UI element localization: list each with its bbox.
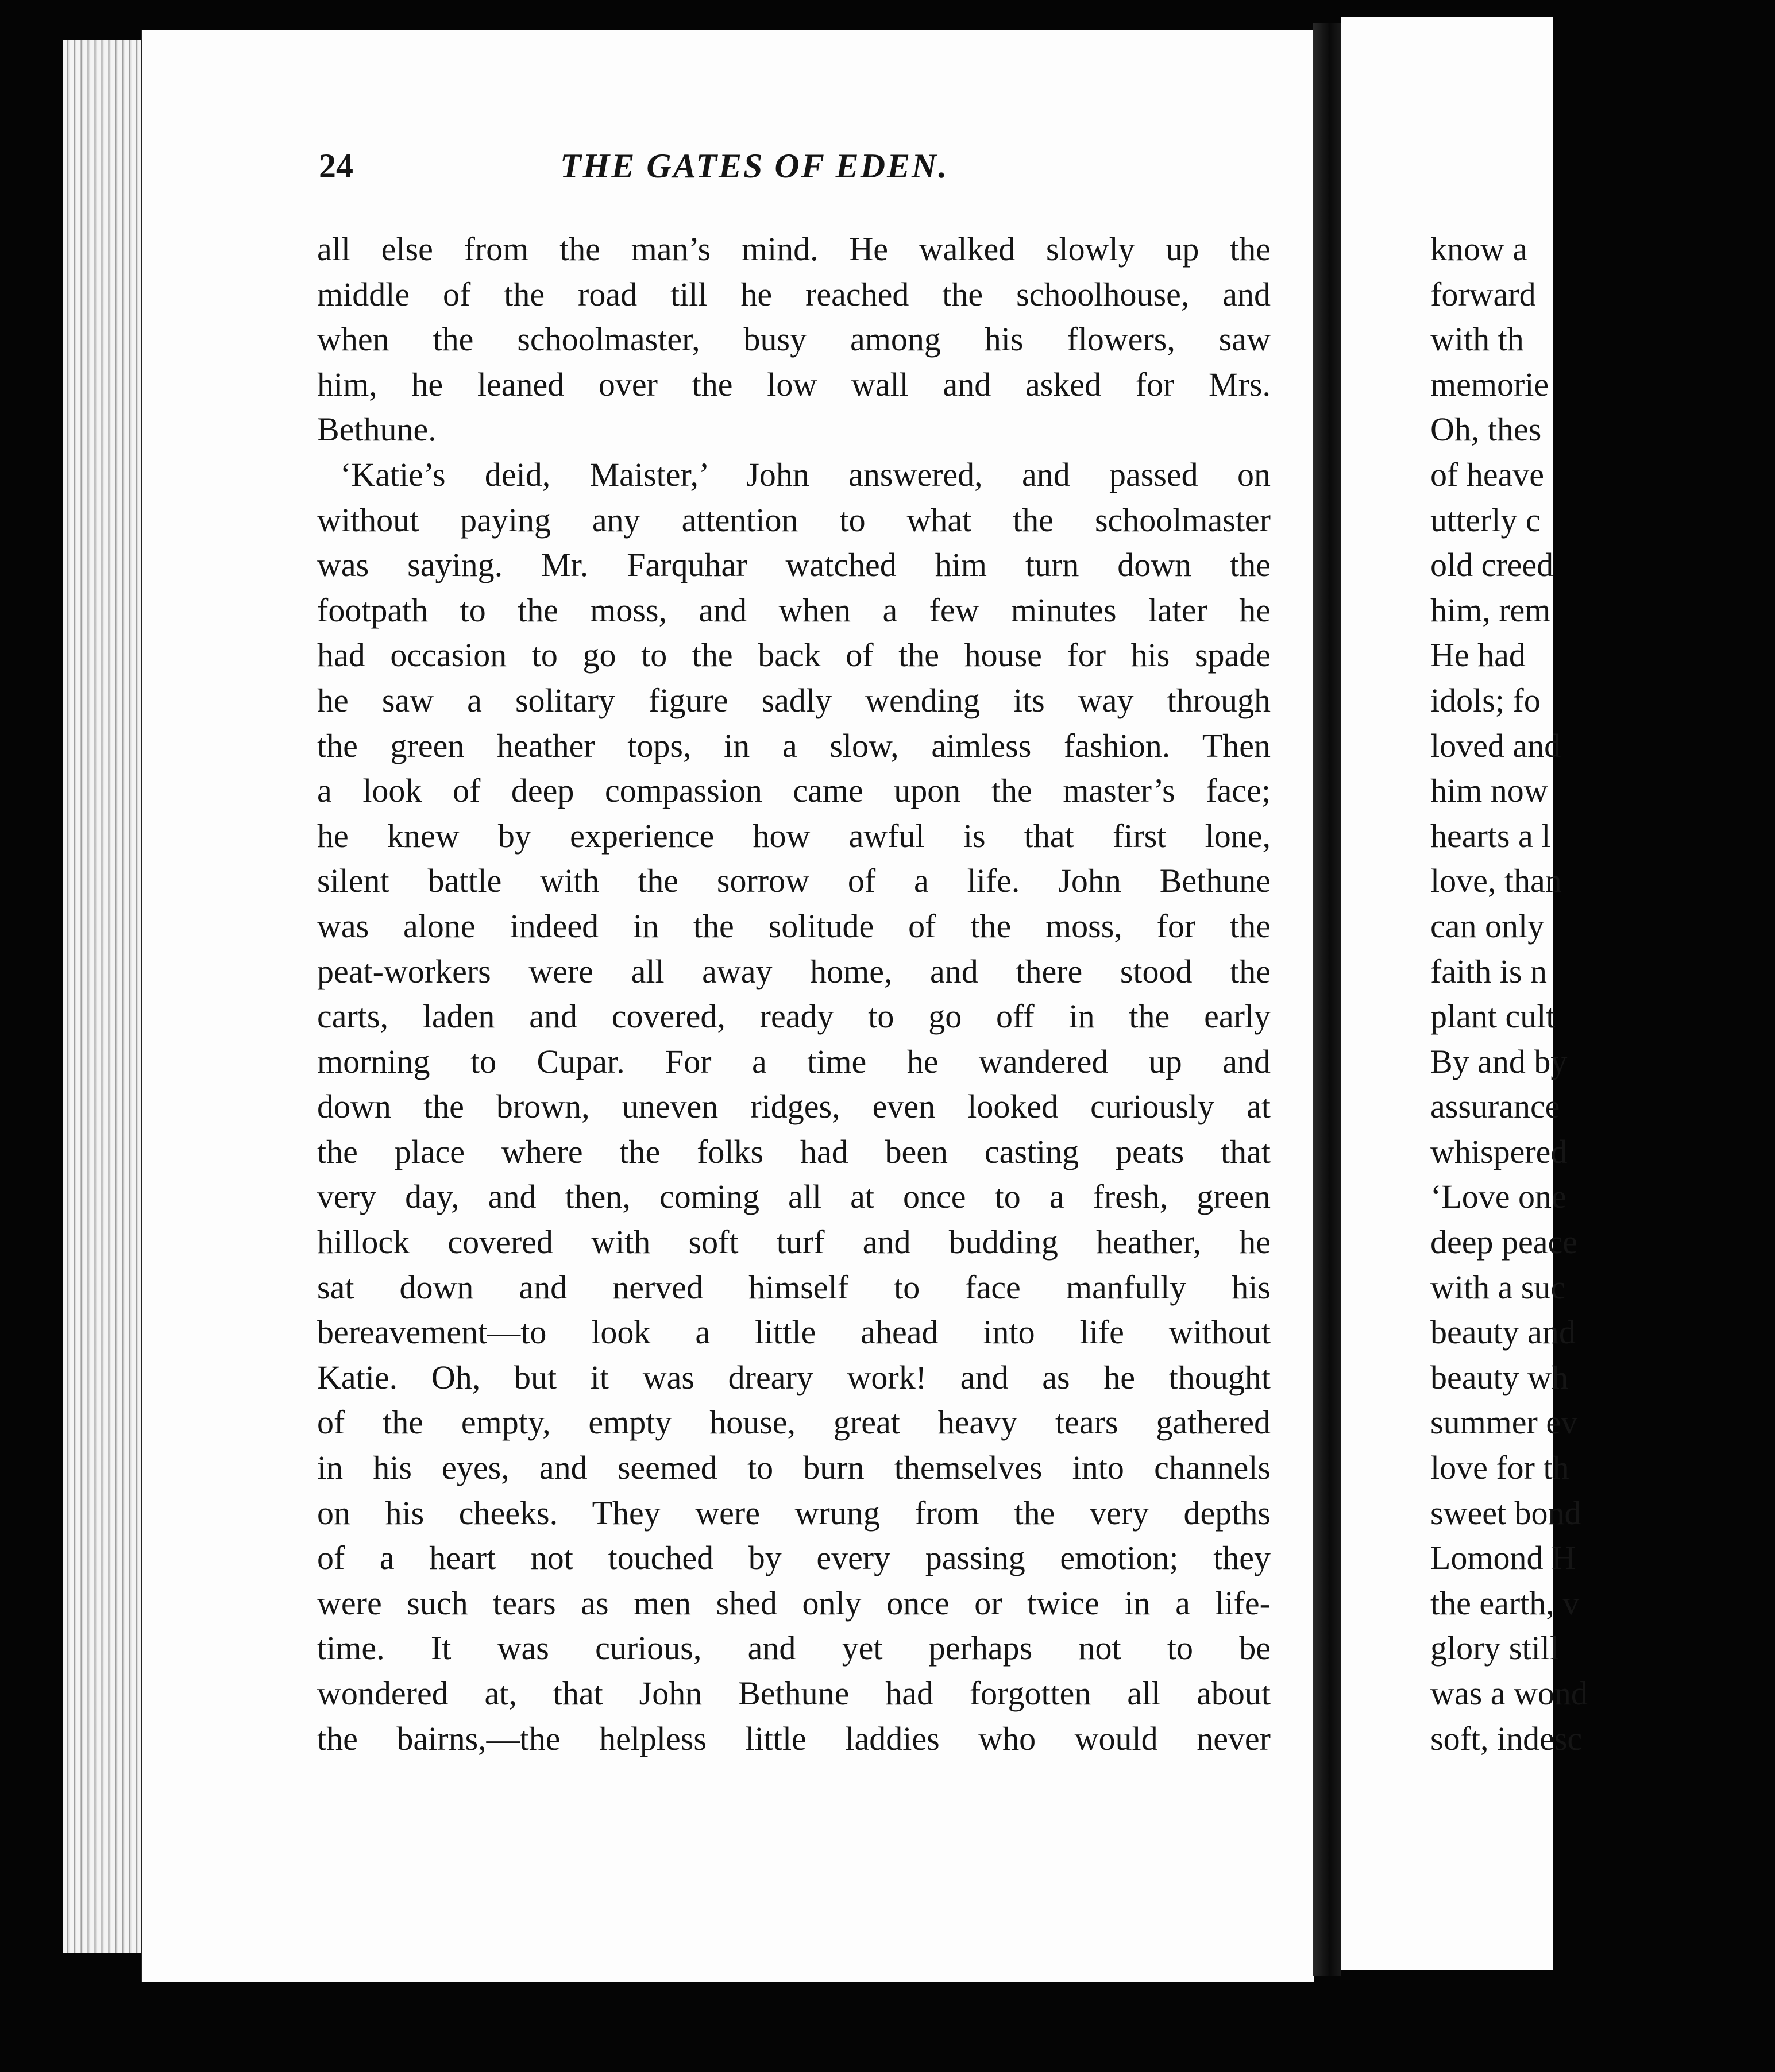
right-text-line: deep peace — [1430, 1223, 1577, 1261]
text-line: was saying. Mr. Farquhar watched him turn down the — [317, 546, 1271, 584]
right-text-line: of heave — [1430, 455, 1545, 493]
text-line: in his eyes, and seemed to burn themselves into channels — [317, 1449, 1271, 1487]
page-edge-stack — [63, 40, 149, 1953]
text-line: very day, and then, coming all at once to a fresh, green — [317, 1178, 1271, 1216]
right-page-text — [1430, 227, 1775, 1761]
text-line: was alone indeed in the solitude of the moss, for the — [317, 907, 1271, 945]
right-text-line: assurance — [1430, 1088, 1560, 1126]
right-text-line: love for th — [1430, 1449, 1569, 1487]
text-line: on his cheeks. They were wrung from the very depths — [317, 1494, 1271, 1532]
text-line: bereavement—to look a little ahead into life without — [317, 1313, 1271, 1351]
text-line: Bethune. — [317, 411, 437, 449]
text-line: peat-workers were all away home, and there stood the — [317, 952, 1271, 990]
text-line: him, he leaned over the low wall and asked for Mrs. — [317, 365, 1271, 403]
right-text-line: faith is n — [1430, 952, 1547, 990]
text-line: down the brown, uneven ridges, even looked curiously at — [317, 1088, 1271, 1126]
text-line: middle of the road till he reached the schoolhouse, and — [317, 275, 1271, 313]
text-line: silent battle with the sorrow of a life. John Bethune — [317, 862, 1271, 900]
page-number: 24 — [319, 147, 353, 185]
text-line: the place where the folks had been casting peats that — [317, 1132, 1271, 1170]
text-line: he saw a solitary figure sadly wending its way through — [317, 681, 1271, 719]
right-text-line: with a suc — [1430, 1268, 1566, 1306]
text-line: he knew by experience how awful is that first lone, — [317, 817, 1271, 855]
right-text-line: with th — [1430, 320, 1524, 358]
text-line: of a heart not touched by every passing emotion; they — [317, 1539, 1271, 1577]
text-line: when the schoolmaster, busy among his flowers, saw — [317, 320, 1271, 358]
text-line: morning to Cupar. For a time he wandered up and — [317, 1042, 1271, 1080]
text-line: time. It was curious, and yet perhaps not to be — [317, 1629, 1271, 1667]
right-text-line: whispered — [1430, 1132, 1568, 1170]
right-text-line: love, than — [1430, 862, 1562, 900]
running-title: THE GATES OF EDEN. — [560, 147, 949, 185]
text-line: the green heather tops, in a slow, aimless fashion. Then — [317, 726, 1271, 764]
right-text-line: was a wond — [1430, 1675, 1588, 1712]
right-text-line: beauty wh — [1430, 1358, 1568, 1396]
left-page-text — [317, 227, 1271, 1761]
text-line: footpath to the moss, and when a few minutes later he — [317, 591, 1271, 629]
right-text-line: loved and — [1430, 726, 1561, 764]
text-line: were such tears as men shed only once or twice in a life- — [317, 1584, 1271, 1622]
right-text-line: hearts a l — [1430, 817, 1551, 855]
text-line: a look of deep compassion came upon the master’s face; — [317, 772, 1271, 810]
right-text-line: him now — [1430, 772, 1548, 810]
right-text-line: By and by — [1430, 1042, 1568, 1080]
text-line: ‘Katie’s deid, Maister,’ John answered, and passed on — [340, 455, 1271, 493]
right-text-line: ‘Love one — [1430, 1178, 1566, 1216]
page-header — [319, 146, 1014, 192]
text-line: Katie. Oh, but it was dreary work! and as he thought — [317, 1358, 1271, 1396]
text-line: wondered at, that John Bethune had forgotten all about — [317, 1675, 1271, 1712]
text-line: hillock covered with soft turf and budding heather, he — [317, 1223, 1271, 1261]
text-line: the bairns,—the helpless little laddies who would never — [317, 1719, 1271, 1757]
right-text-line: glory still — [1430, 1629, 1559, 1667]
right-text-line: Oh, thes — [1430, 411, 1542, 449]
right-text-line: the earth, v — [1430, 1584, 1580, 1622]
text-line: sat down and nerved himself to face manfully his — [317, 1268, 1271, 1306]
right-text-line: know a — [1430, 230, 1528, 268]
right-text-line: memorie — [1430, 365, 1549, 403]
right-text-line: soft, indesc — [1430, 1719, 1583, 1757]
right-text-line: beauty and — [1430, 1313, 1576, 1351]
text-line: carts, laden and covered, ready to go off in the early — [317, 998, 1271, 1035]
right-text-line: He had — [1430, 636, 1526, 674]
right-text-line: can only — [1430, 907, 1545, 945]
right-text-line: utterly c — [1430, 501, 1541, 539]
right-text-line: idols; fo — [1430, 681, 1541, 719]
right-text-line: sweet bond — [1430, 1494, 1581, 1532]
right-text-line: him, rem — [1430, 591, 1551, 629]
text-line: all else from the man’s mind. He walked slowly up the — [317, 230, 1271, 268]
text-line: of the empty, empty house, great heavy tears gathered — [317, 1404, 1271, 1441]
right-text-line: summer ev — [1430, 1404, 1578, 1441]
text-line: had occasion to go to the back of the house for his spade — [317, 636, 1271, 674]
right-text-line: old creed — [1430, 546, 1554, 584]
right-text-line: plant cult — [1430, 998, 1556, 1035]
text-line: without paying any attention to what the schoolmaster — [317, 501, 1271, 539]
right-text-line: forward — [1430, 275, 1536, 313]
book-gutter — [1313, 23, 1341, 1976]
right-text-line: Lomond H — [1430, 1539, 1576, 1577]
